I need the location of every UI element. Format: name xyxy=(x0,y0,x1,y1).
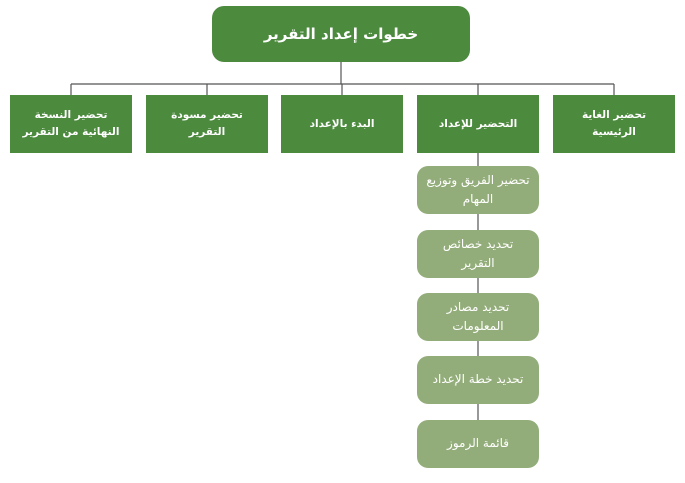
sub-step-label: تحديد خطة الإعداد xyxy=(432,372,524,387)
root-node xyxy=(212,6,470,62)
category-label: تحضير الغاية الرئيسية xyxy=(581,109,647,138)
category-label: التحضير للإعداد xyxy=(438,117,518,130)
sub-step-plan xyxy=(417,356,539,404)
sub-step-label: قائمة الرموز xyxy=(447,436,509,451)
category-label: تحضير النسخة النهائية من التقرير xyxy=(22,109,120,138)
category-node-main-goal xyxy=(553,95,675,153)
category-node-final-version xyxy=(10,95,132,153)
sub-step-sources xyxy=(417,293,539,341)
sub-step-team xyxy=(417,166,539,214)
sub-step-label: تحضير الفريق وتوزيع المهام xyxy=(426,172,530,206)
root-label: خطوات إعداد التقرير xyxy=(263,25,419,43)
category-label: تحضير مسودة التقرير xyxy=(171,109,243,138)
sub-step-label: تحديد مصادر المعلومات xyxy=(446,299,510,333)
category-node-preparation xyxy=(417,95,539,153)
category-node-start xyxy=(281,95,403,153)
sub-step-label: تحديد خصائص التقرير xyxy=(442,236,514,270)
sub-step-symbols xyxy=(417,420,539,468)
category-label: البدء بالإعداد xyxy=(309,117,375,130)
sub-step-characteristics xyxy=(417,230,539,278)
category-node-draft xyxy=(146,95,268,153)
